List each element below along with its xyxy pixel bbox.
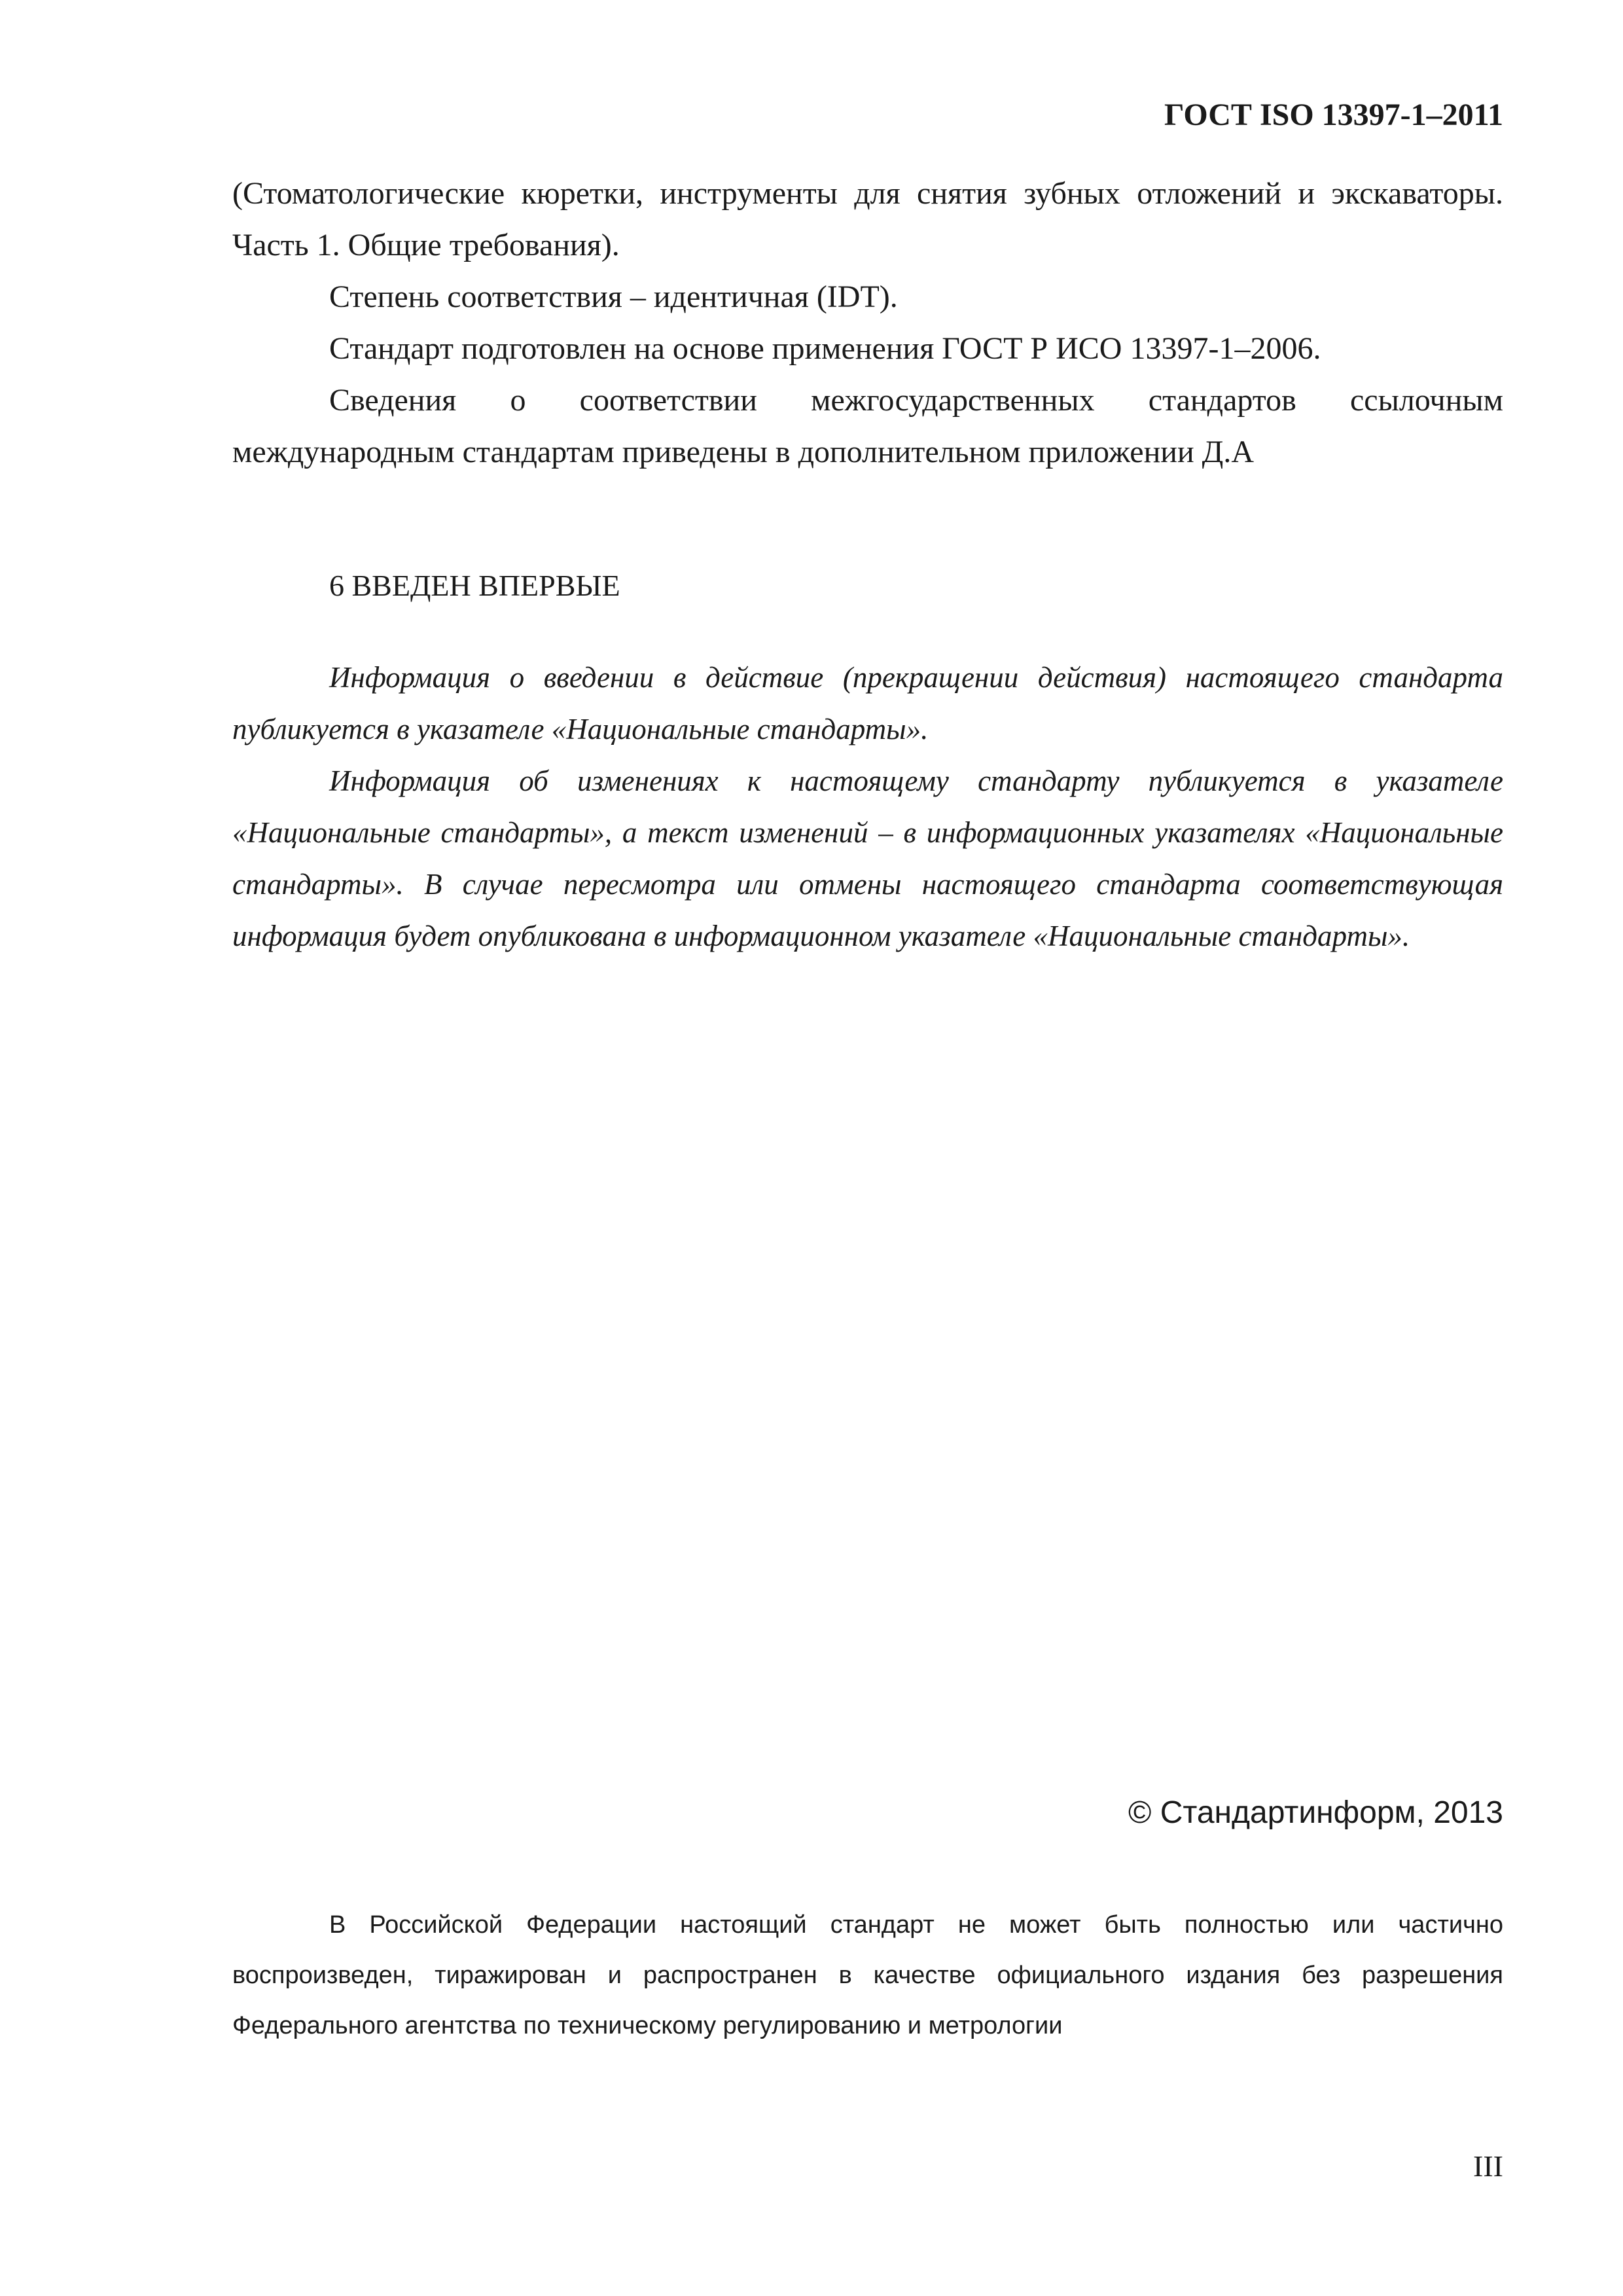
- copyright-notice: © Стандартинформ, 2013: [1128, 1795, 1503, 1830]
- title-continuation: (Стоматологические кюретки, инструменты для снятия зубных отложений и экскаваторы. Часть 1. Общие требования).: [232, 176, 1503, 262]
- conformance-degree: Степень соответствия – идентичная (IDT).: [329, 279, 898, 314]
- document-body: [232, 168, 1503, 478]
- section-6-title: 6 ВВЕДЕН ВПЕРВЫЕ: [329, 569, 620, 602]
- conformance-info-line2: международным стандартам приведены в дополнительном приложении Д.А: [232, 435, 1255, 469]
- reproduction-notice-text: В Российской Федерации настоящий стандарт не может быть полностью или частично воспроизведен, тиражирован и распространен в качестве официального издания без разрешения Федерального агентства по техническому регулированию и метрологии: [232, 1911, 1503, 2039]
- publication-info: [232, 652, 1503, 962]
- basis-statement: Стандарт подготовлен на основе применения ГОСТ Р ИСО 13397-1–2006.: [329, 331, 1321, 366]
- reproduction-notice: [232, 1900, 1503, 2051]
- document-header: ГОСТ ISO 13397-1–2011: [1164, 98, 1503, 132]
- conformance-info-line1: Сведения о соответствии межгосударственных стандартов ссылочным: [329, 383, 1503, 418]
- info-paragraph-1: Информация о введении в действие (прекращении действия) настоящего стандарта публикуется в указателе «Национальные стандарты».: [232, 661, 1503, 745]
- page-number: III: [1473, 2149, 1503, 2183]
- info-paragraph-2: Информация об изменениях к настоящему стандарту публикуется в указателе «Национальные стандарты», а текст изменений – в информационных указателях «Национальные стандарты». В случае пересмотра или отмены настоящего стандарта соответствующая информация будет опубликована в информационном указателе «Национальные стандарты».: [232, 764, 1503, 952]
